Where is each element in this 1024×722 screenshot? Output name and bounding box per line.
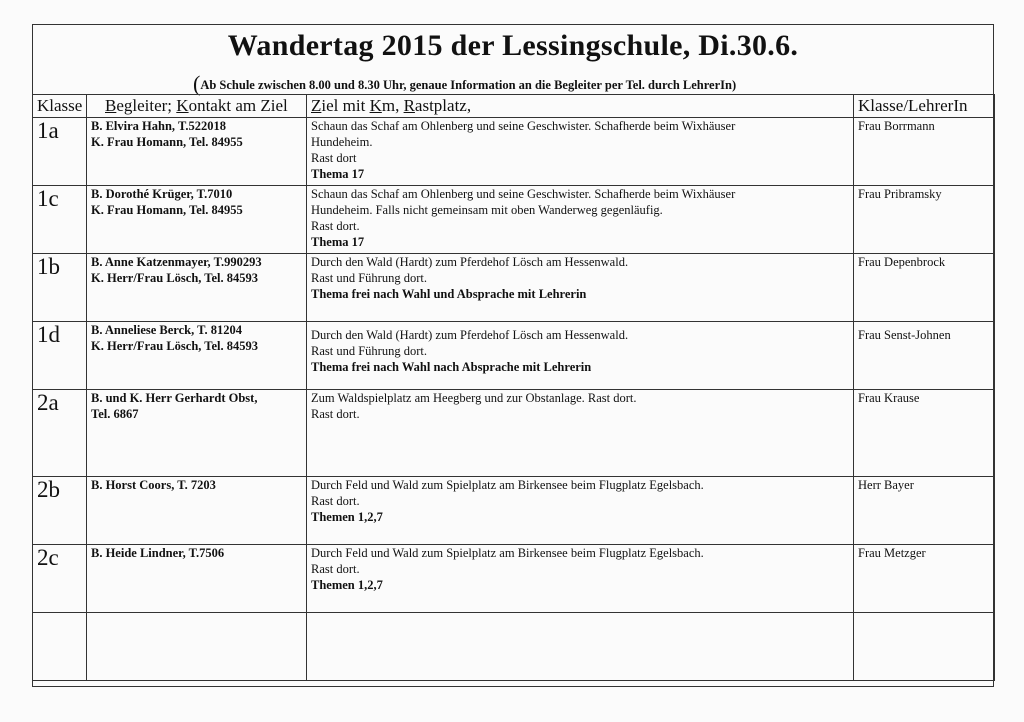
ziel-line: Rast dort. <box>311 407 360 421</box>
begleiter-line: B. Horst Coors, T. 7203 <box>91 478 216 492</box>
begleiter-cell <box>87 254 307 322</box>
empty-cell <box>307 613 854 681</box>
lehrer-cell: Herr Bayer <box>854 477 995 545</box>
ziel-thema: Thema frei nach Wahl und Absprache mit Lehrerin <box>311 287 587 301</box>
class-cell: 2b <box>33 477 87 545</box>
header-begleiter <box>87 95 307 118</box>
ziel-line: Durch Feld und Wald zum Spielplatz am Birkensee beim Flugplatz Egelsbach. <box>311 478 704 492</box>
ziel-line: Rast und Führung dort. <box>311 271 427 285</box>
header-km-rest: m, <box>381 96 404 115</box>
kontakt-line: K. Herr/Frau Lösch, Tel. 84593 <box>91 339 259 353</box>
lehrer-cell: Frau Borrmann <box>854 118 995 186</box>
class-cell: 2a <box>33 390 87 477</box>
lehrer-cell: Frau Senst-Johnen <box>854 322 995 390</box>
header-lehrer: Klasse/LehrerIn <box>854 95 995 118</box>
begleiter-line: B. Elvira Hahn, T.522018 <box>91 119 226 133</box>
ziel-line: Durch den Wald (Hardt) zum Pferdehof Lösch am Hessenwald. <box>311 328 629 342</box>
class-cell: 1c <box>33 186 87 254</box>
ziel-cell <box>307 477 854 545</box>
class-cell: 2c <box>33 545 87 613</box>
ziel-line: Rast dort <box>311 151 357 165</box>
lehrer-cell: Frau Krause <box>854 390 995 477</box>
ziel-cell <box>307 186 854 254</box>
table-row <box>33 118 995 186</box>
table-row-empty <box>33 613 995 681</box>
kontakt-line: K. Herr/Frau Lösch, Tel. 84593 <box>91 271 259 285</box>
begleiter-cell <box>87 118 307 186</box>
empty-cell <box>87 613 307 681</box>
begleiter-line: B. Anne Katzenmayer, T.990293 <box>91 255 262 269</box>
ziel-cell <box>307 254 854 322</box>
ziel-thema: Themen 1,2,7 <box>311 578 383 592</box>
table-row <box>33 390 995 477</box>
subtitle-paren: ( <box>193 71 201 96</box>
begleiter-line: B. und K. Herr Gerhardt Obst, <box>91 391 258 405</box>
ziel-cell <box>307 390 854 477</box>
lehrer-cell: Frau Pribramsky <box>854 186 995 254</box>
schedule-table <box>32 94 995 681</box>
begleiter-cell <box>87 322 307 390</box>
class-cell: 1a <box>33 118 87 186</box>
header-begleiter-rest: egleiter; <box>116 96 177 115</box>
subtitle-text: Ab Schule zwischen 8.00 und 8.30 Uhr, genaue Information an die Begleiter per Tel. durch LehrerIn) <box>200 78 737 92</box>
lehrer-cell: Frau Depenbrock <box>854 254 995 322</box>
empty-cell <box>33 613 87 681</box>
table-row <box>33 186 995 254</box>
lehrer-cell: Frau Metzger <box>854 545 995 613</box>
document-sheet <box>32 24 994 687</box>
table-row <box>33 322 995 390</box>
empty-cell <box>854 613 995 681</box>
kontakt-line: K. Frau Homann, Tel. 84955 <box>91 203 243 217</box>
header-km-initial: K <box>369 96 382 115</box>
ziel-cell <box>307 545 854 613</box>
header-ziel-initial: Z <box>311 96 322 115</box>
ziel-line: Zum Waldspielplatz am Heegberg und zur Obstanlage. Rast dort. <box>311 391 637 405</box>
begleiter-cell <box>87 390 307 477</box>
ziel-line: Rast dort. <box>311 494 360 508</box>
header-ziel-rest: iel mit <box>321 96 370 115</box>
ziel-thema: Thema 17 <box>311 235 365 249</box>
ziel-line: Rast und Führung dort. <box>311 344 427 358</box>
ziel-thema: Thema 17 <box>311 167 365 181</box>
kontakt-line: K. Frau Homann, Tel. 84955 <box>91 135 243 149</box>
kontakt-line: Tel. 6867 <box>91 407 139 421</box>
ziel-line: Durch den Wald (Hardt) zum Pferdehof Lösch am Hessenwald. <box>311 255 629 269</box>
ziel-line: Schaun das Schaf am Ohlenberg und seine Geschwister. Schafherde beim Wixhäuser <box>311 119 736 133</box>
ziel-cell <box>307 118 854 186</box>
ziel-line: Hundeheim. <box>311 135 373 149</box>
ziel-line: Rast dort. <box>311 562 360 576</box>
begleiter-cell <box>87 545 307 613</box>
class-cell: 1d <box>33 322 87 390</box>
table-header-row <box>33 95 995 118</box>
ziel-line: Rast dort. <box>311 219 360 233</box>
ziel-cell <box>307 322 854 390</box>
header-kontakt-rest: ontakt am Ziel <box>188 96 288 115</box>
ziel-line: Schaun das Schaf am Ohlenberg und seine Geschwister. Schafherde beim Wixhäuser <box>311 187 736 201</box>
header-rast-initial: R <box>403 96 415 115</box>
begleiter-cell <box>87 477 307 545</box>
page-title: Wandertag 2015 der Lessingschule, Di.30.6. <box>227 29 799 62</box>
header-klasse: Klasse <box>33 95 87 118</box>
header-ziel <box>307 95 854 118</box>
begleiter-line: B. Dorothé Krüger, T.7010 <box>91 187 233 201</box>
ziel-thema: Thema frei nach Wahl nach Absprache mit Lehrerin <box>311 360 592 374</box>
begleiter-line: B. Heide Lindner, T.7506 <box>91 546 225 560</box>
class-cell: 1b <box>33 254 87 322</box>
ziel-thema: Themen 1,2,7 <box>311 510 383 524</box>
begleiter-line: B. Anneliese Berck, T. 81204 <box>91 323 243 337</box>
header-begleiter-initial: B <box>105 96 117 115</box>
ziel-line: Durch Feld und Wald zum Spielplatz am Birkensee beim Flugplatz Egelsbach. <box>311 546 704 560</box>
ziel-line: Hundeheim. Falls nicht gemeinsam mit oben Wanderweg gegenläufig. <box>311 203 663 217</box>
table-row <box>33 545 995 613</box>
begleiter-cell <box>87 186 307 254</box>
header-kontakt-initial: K <box>176 96 189 115</box>
header-rast-rest: astplatz, <box>414 96 472 115</box>
table-row <box>33 477 995 545</box>
table-row <box>33 254 995 322</box>
